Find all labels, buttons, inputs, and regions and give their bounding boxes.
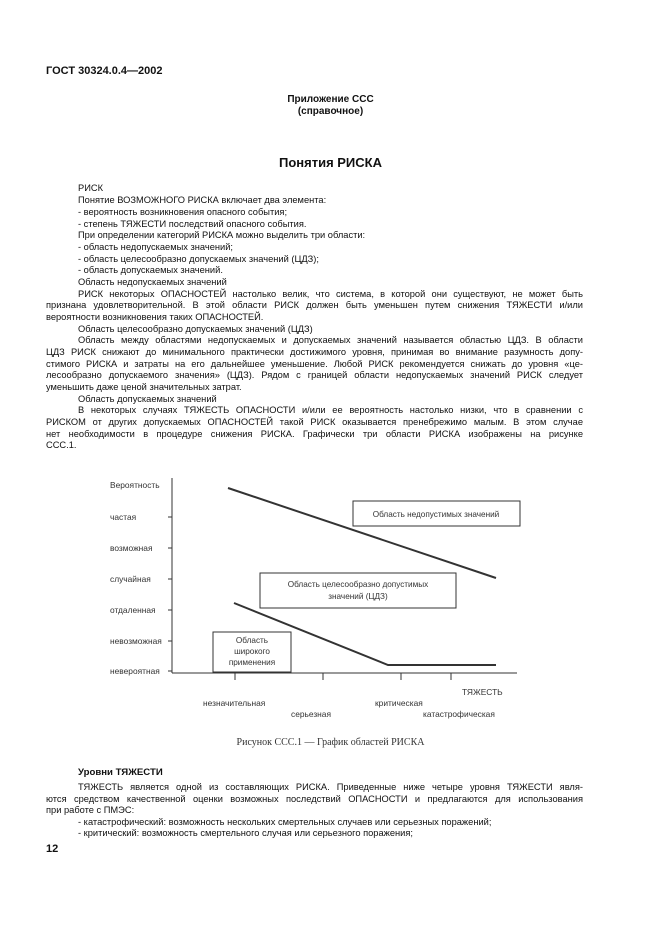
x-level-label: катастрофическая — [423, 709, 495, 719]
body-line: - область допускаемых значений. — [78, 265, 223, 275]
body-line: Область целесообразно допускаемых значений (ЦДЗ) — [78, 324, 313, 334]
appendix-title: Приложение ССС — [287, 94, 374, 105]
y-level-label: частая — [110, 512, 137, 522]
severity-line: - критический: возможность смертельного случая или серьезного поражения; — [78, 828, 413, 838]
severity-heading: Уровни ТЯЖЕСТИ — [78, 767, 163, 778]
y-axis-title: Вероятность — [110, 480, 160, 490]
body-line: Область недопускаемых значений — [78, 277, 227, 287]
body-line: РИСК — [78, 183, 104, 193]
figure-caption: Рисунок ССС.1 — График областей РИСКА — [236, 737, 425, 748]
body-line: - область недопускаемых значений; — [78, 242, 234, 252]
x-axis-title: ТЯЖЕСТЬ — [462, 687, 503, 697]
body-line: ССС.1. — [46, 440, 77, 450]
body-line: лесообразно допускаемого значения» (ЦДЗ). Рядом с границей области недопускаемых значений РИСК следует — [46, 370, 583, 380]
y-level-label: возможная — [110, 543, 153, 553]
body-line: РИСКОМ от других допускаемых ОПАСНОСТЕЙ такой РИСК оказывается пренебрежимо малым. В этом случае — [46, 417, 583, 427]
risk-regions-figure — [95, 470, 535, 730]
y-level-label: отдаленная — [110, 605, 156, 615]
body-line: признана удовлетворительной. В этой области РИСК должен быть уменьшен путем снижения ТЯЖЕСТИ и/или — [46, 300, 583, 310]
alarp-region-box — [260, 573, 456, 608]
body-line: РИСК некоторых ОПАСНОСТЕЙ настолько велик, что система, в которой они существуют, не может быть — [78, 289, 583, 299]
appendix-subtitle: (справочное) — [297, 106, 364, 117]
page-number: 12 — [46, 843, 59, 855]
body-line: В некоторых случаях ТЯЖЕСТЬ ОПАСНОСТИ и/или ее вероятность настолько низки, что в сравнении с — [78, 405, 583, 415]
broadly-acceptable-region-label: Область — [235, 636, 269, 645]
body-line: Понятие ВОЗМОЖНОГО РИСКА включает два элемента: — [78, 195, 327, 205]
body-line: стимого РИСКА и затраты на его дальнейшее уменьшение. Любой РИСК рекомендуется снижать до уровня «це- — [46, 359, 583, 369]
x-level-label: критическая — [375, 698, 423, 708]
section-title: Понятия РИСКА — [278, 155, 382, 170]
body-line: нет необходимости в процедуре снижения РИСКА. Графически три области РИСКА изображены на рисунке — [46, 429, 583, 439]
y-level-label: случайная — [110, 574, 151, 584]
severity-line: - катастрофический: возможность нескольких смертельных случаев или серьезных поражений; — [78, 817, 492, 827]
body-line: ЦДЗ РИСК снижают до минимального практически достижимого уровня, принимая во внимание разумность допу- — [46, 347, 583, 357]
body-line: Область между областями недопускаемых и допускаемых значений называется областью ЦДЗ. В области — [78, 335, 583, 345]
body-line: - вероятность возникновения опасного события; — [78, 207, 288, 217]
y-level-label: невозможная — [110, 636, 162, 646]
alarp-region-label: значений (ЦДЗ) — [328, 592, 388, 601]
x-level-label: серьезная — [291, 709, 331, 719]
body-line: - область целесообразно допускаемых значений (ЦДЗ); — [78, 254, 319, 264]
unacceptable-region-label: Область недопустимых значений — [372, 510, 500, 519]
body-line: - степень ТЯЖЕСТИ последствий опасного события. — [78, 219, 307, 229]
alarp-region-label: Область целесообразно допустимых — [287, 580, 429, 589]
x-level-label: незначительная — [203, 698, 266, 708]
severity-line: ТЯЖЕСТЬ является одной из составляющих РИСКА. Приведенные ниже четыре уровня ТЯЖЕСТИ явля- — [78, 782, 583, 792]
broadly-acceptable-region-label: применения — [228, 658, 276, 667]
body-line: При определении категорий РИСКА можно выделить три области: — [78, 230, 366, 240]
y-level-label: невероятная — [110, 666, 160, 676]
broadly-acceptable-region-label: широкого — [234, 647, 270, 656]
severity-line: при работе с ПМЭС: — [46, 805, 135, 815]
body-line: Область допускаемых значений — [78, 394, 217, 404]
document-header: ГОСТ 30324.0.4—2002 — [46, 65, 163, 77]
body-line: вероятности возникновения таких ОПАСНОСТЕЙ. — [46, 312, 264, 322]
body-line: уменьшить даже ценой значительных затрат. — [46, 382, 242, 392]
severity-line: ются средством качественной оценки возможных последствий ОПАСНОСТИ и предлагаются для использования — [46, 794, 583, 804]
